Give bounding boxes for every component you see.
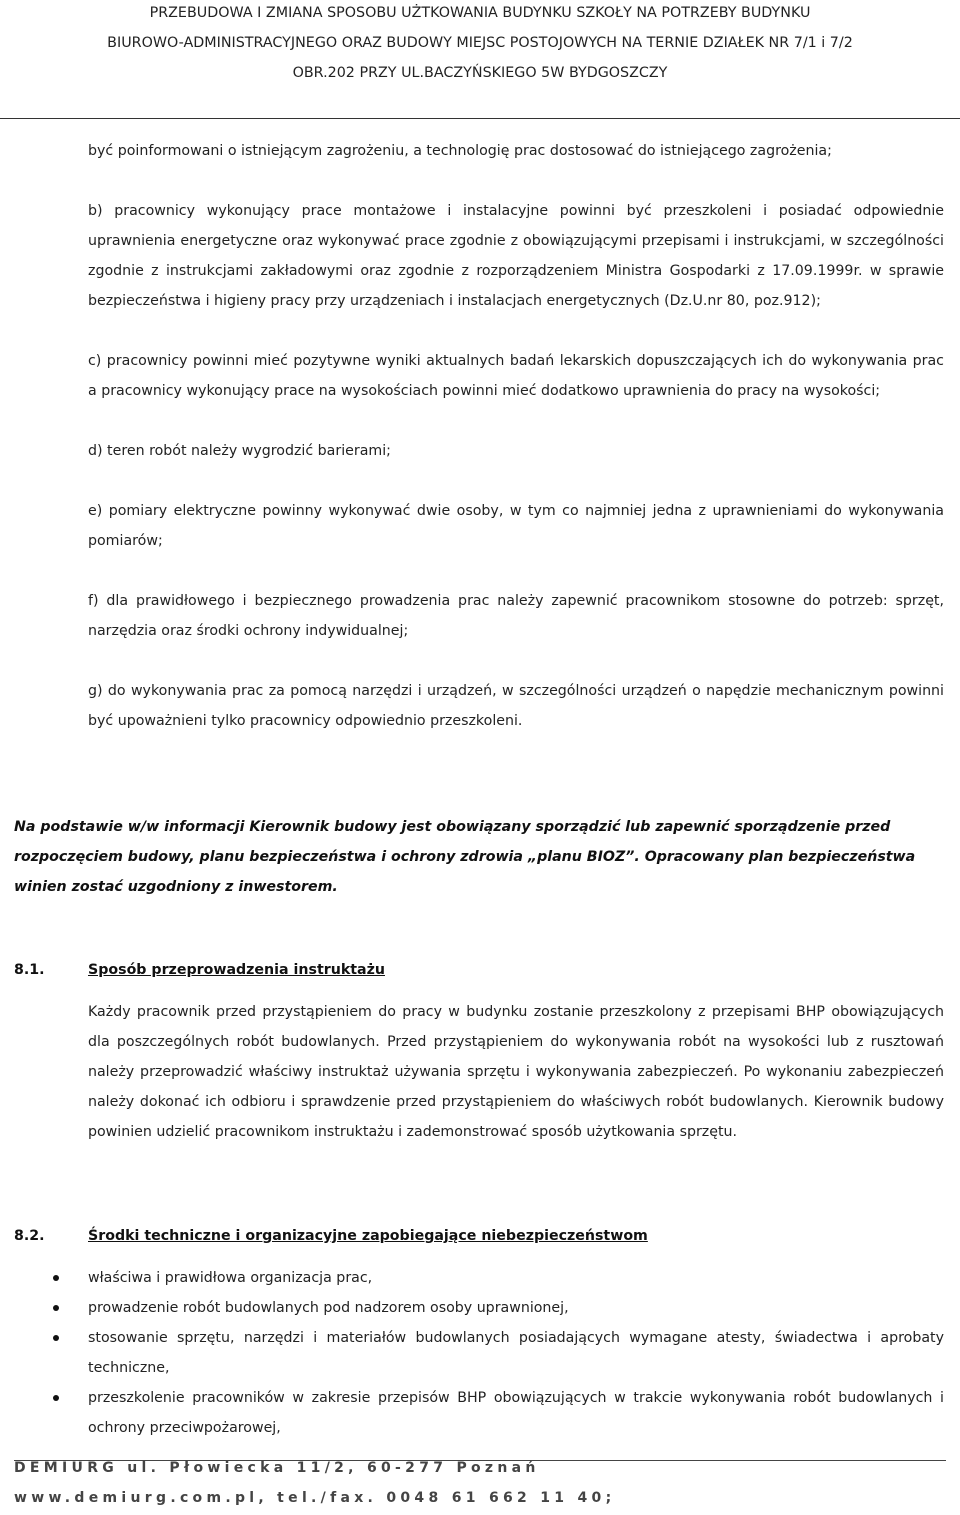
list-item [88, 1293, 944, 1323]
paragraph-f: f) dla prawidłowego i bezpiecznego prowadzenia prac należy zapewnić pracownikom stosowne do potrzeb: sprzęt, narzędzia oraz środki ochrony indywidualnej; [88, 593, 944, 639]
bullet-icon [53, 1305, 59, 1311]
list-item-text: właściwa i prawidłowa organizacja prac, [88, 1270, 373, 1286]
section-number: 8.1. [14, 962, 45, 978]
bullet-icon [53, 1335, 59, 1341]
list-item [88, 1263, 944, 1293]
header-line-2: BIUROWO-ADMINISTRACYJNEGO ORAZ BUDOWY MIEJSC POSTOJOWYCH NA TERNIE DZIAŁEK NR 7/1 i 7/2 [107, 35, 853, 51]
footer-contact: www.demiurg.com.pl, tel./fax. 0048 61 662 11 40; [14, 1490, 616, 1506]
list-item-text: prowadzenie robót budowlanych pod nadzorem osoby uprawnionej, [88, 1300, 569, 1316]
footer-address: DEMIURG ul. Płowiecka 11/2, 60-277 Poznań [14, 1460, 540, 1476]
bioz-note: Na podstawie w/w informacji Kierownik budowy jest obowiązany sporządzić lub zapewnić sporządzenie przed rozpoczęciem budowy, planu bezpieczeństwa i ochrony zdrowia „planu BIOZ”. Opracowany plan bezpieczeństwa winien zostać uzgodniony z inwestorem. [14, 819, 916, 895]
document-header [0, 0, 960, 120]
section-8-1-body: Każdy pracownik przed przystąpieniem do pracy w budynku zostanie przeszkolony z przepisami BHP obowiązujących dla poszczególnych robót budowlanych. Przed przystąpieniem do wykonywania robót na wysokości lub z rusztowań należy przeprowadzić właściwy instruktaż używania sprzętu i wykonywania zabezpieczeń. Po wykonaniu zabezpieczeń należy dokonać ich odbioru i sprawdzenie przed przystąpieniem do właściwych robót budowlanych. Kierownik budowy powinien udzielić pracownikom instruktażu i zademonstrować sposób użytkowania sprzętu. [88, 1004, 944, 1140]
list-item-text: stosowanie sprzętu, narzędzi i materiałów budowlanych posiadających wymagane atesty, świadectwa i aprobaty techniczne, [88, 1330, 944, 1376]
paragraph-b: b) pracownicy wykonujący prace montażowe i instalacyjne powinni być przeszkoleni i posiadać odpowiednie uprawnienia energetyczne oraz wykonywać prace zgodnie z obowiązującymi przepisami i instrukcjami, w szczególności zgodnie z instrukcjami zakładowymi oraz zgodnie z rozporządzeniem Ministra Gospodarki z 17.09.1999r. w sprawie bezpieczeństwa i higieny pracy przy urządzeniach i instalacjach energetycznych (Dz.U.nr 80, poz.912); [88, 203, 944, 309]
section-number: 8.2. [14, 1228, 45, 1244]
section-title: Środki techniczne i organizacyjne zapobiegające niebezpieczeństwom [88, 1228, 648, 1244]
list-continuation [88, 136, 944, 736]
paragraph-e: e) pomiary elektryczne powinny wykonywać dwie osoby, w tym co najmniej jedna z uprawnieniami do wykonywania pomiarów; [88, 503, 944, 549]
header-line-3: OBR.202 PRZY UL.BACZYŃSKIEGO 5W BYDGOSZCZY [292, 65, 668, 81]
bullet-icon [53, 1275, 59, 1281]
header-line-1: PRZEBUDOWA I ZMIANA SPOSOBU UŻTKOWANIA BUDYNKU SZKOŁY NA POTRZEBY BUDYNKU [149, 5, 811, 21]
paragraph-a-continuation: być poinformowani o istniejącym zagrożeniu, a technologię prac dostosować do istniejącego zagrożenia; [88, 143, 832, 159]
section-heading-8-2 [14, 1221, 648, 1251]
measures-list [88, 1263, 944, 1443]
list-item [88, 1383, 944, 1443]
list-item-text: przeszkolenie pracowników w zakresie przepisów BHP obowiązujących w trakcie wykonywania robót budowlanych i ochrony przeciwpożarowej, [88, 1390, 944, 1436]
paragraph-d: d) teren robót należy wygrodzić barierami; [88, 443, 391, 459]
bullet-icon [53, 1395, 59, 1401]
section-title: Sposób przeprowadzenia instruktażu [88, 962, 385, 978]
paragraph-c: c) pracownicy powinni mieć pozytywne wyniki aktualnych badań lekarskich dopuszczających ich do wykonywania prac a pracownicy wykonujący prace na wysokościach powinni mieć dodatkowo uprawnienia do pracy na wysokości; [88, 353, 944, 399]
list-item [88, 1323, 944, 1383]
document-footer [14, 1460, 946, 1513]
header-divider [0, 118, 960, 119]
section-heading-8-1 [14, 955, 385, 985]
paragraph-g: g) do wykonywania prac za pomocą narzędzi i urządzeń, w szczególności urządzeń o napędzie mechanicznym powinni być upoważnieni tylko pracownicy odpowiednio przeszkoleni. [88, 683, 944, 729]
